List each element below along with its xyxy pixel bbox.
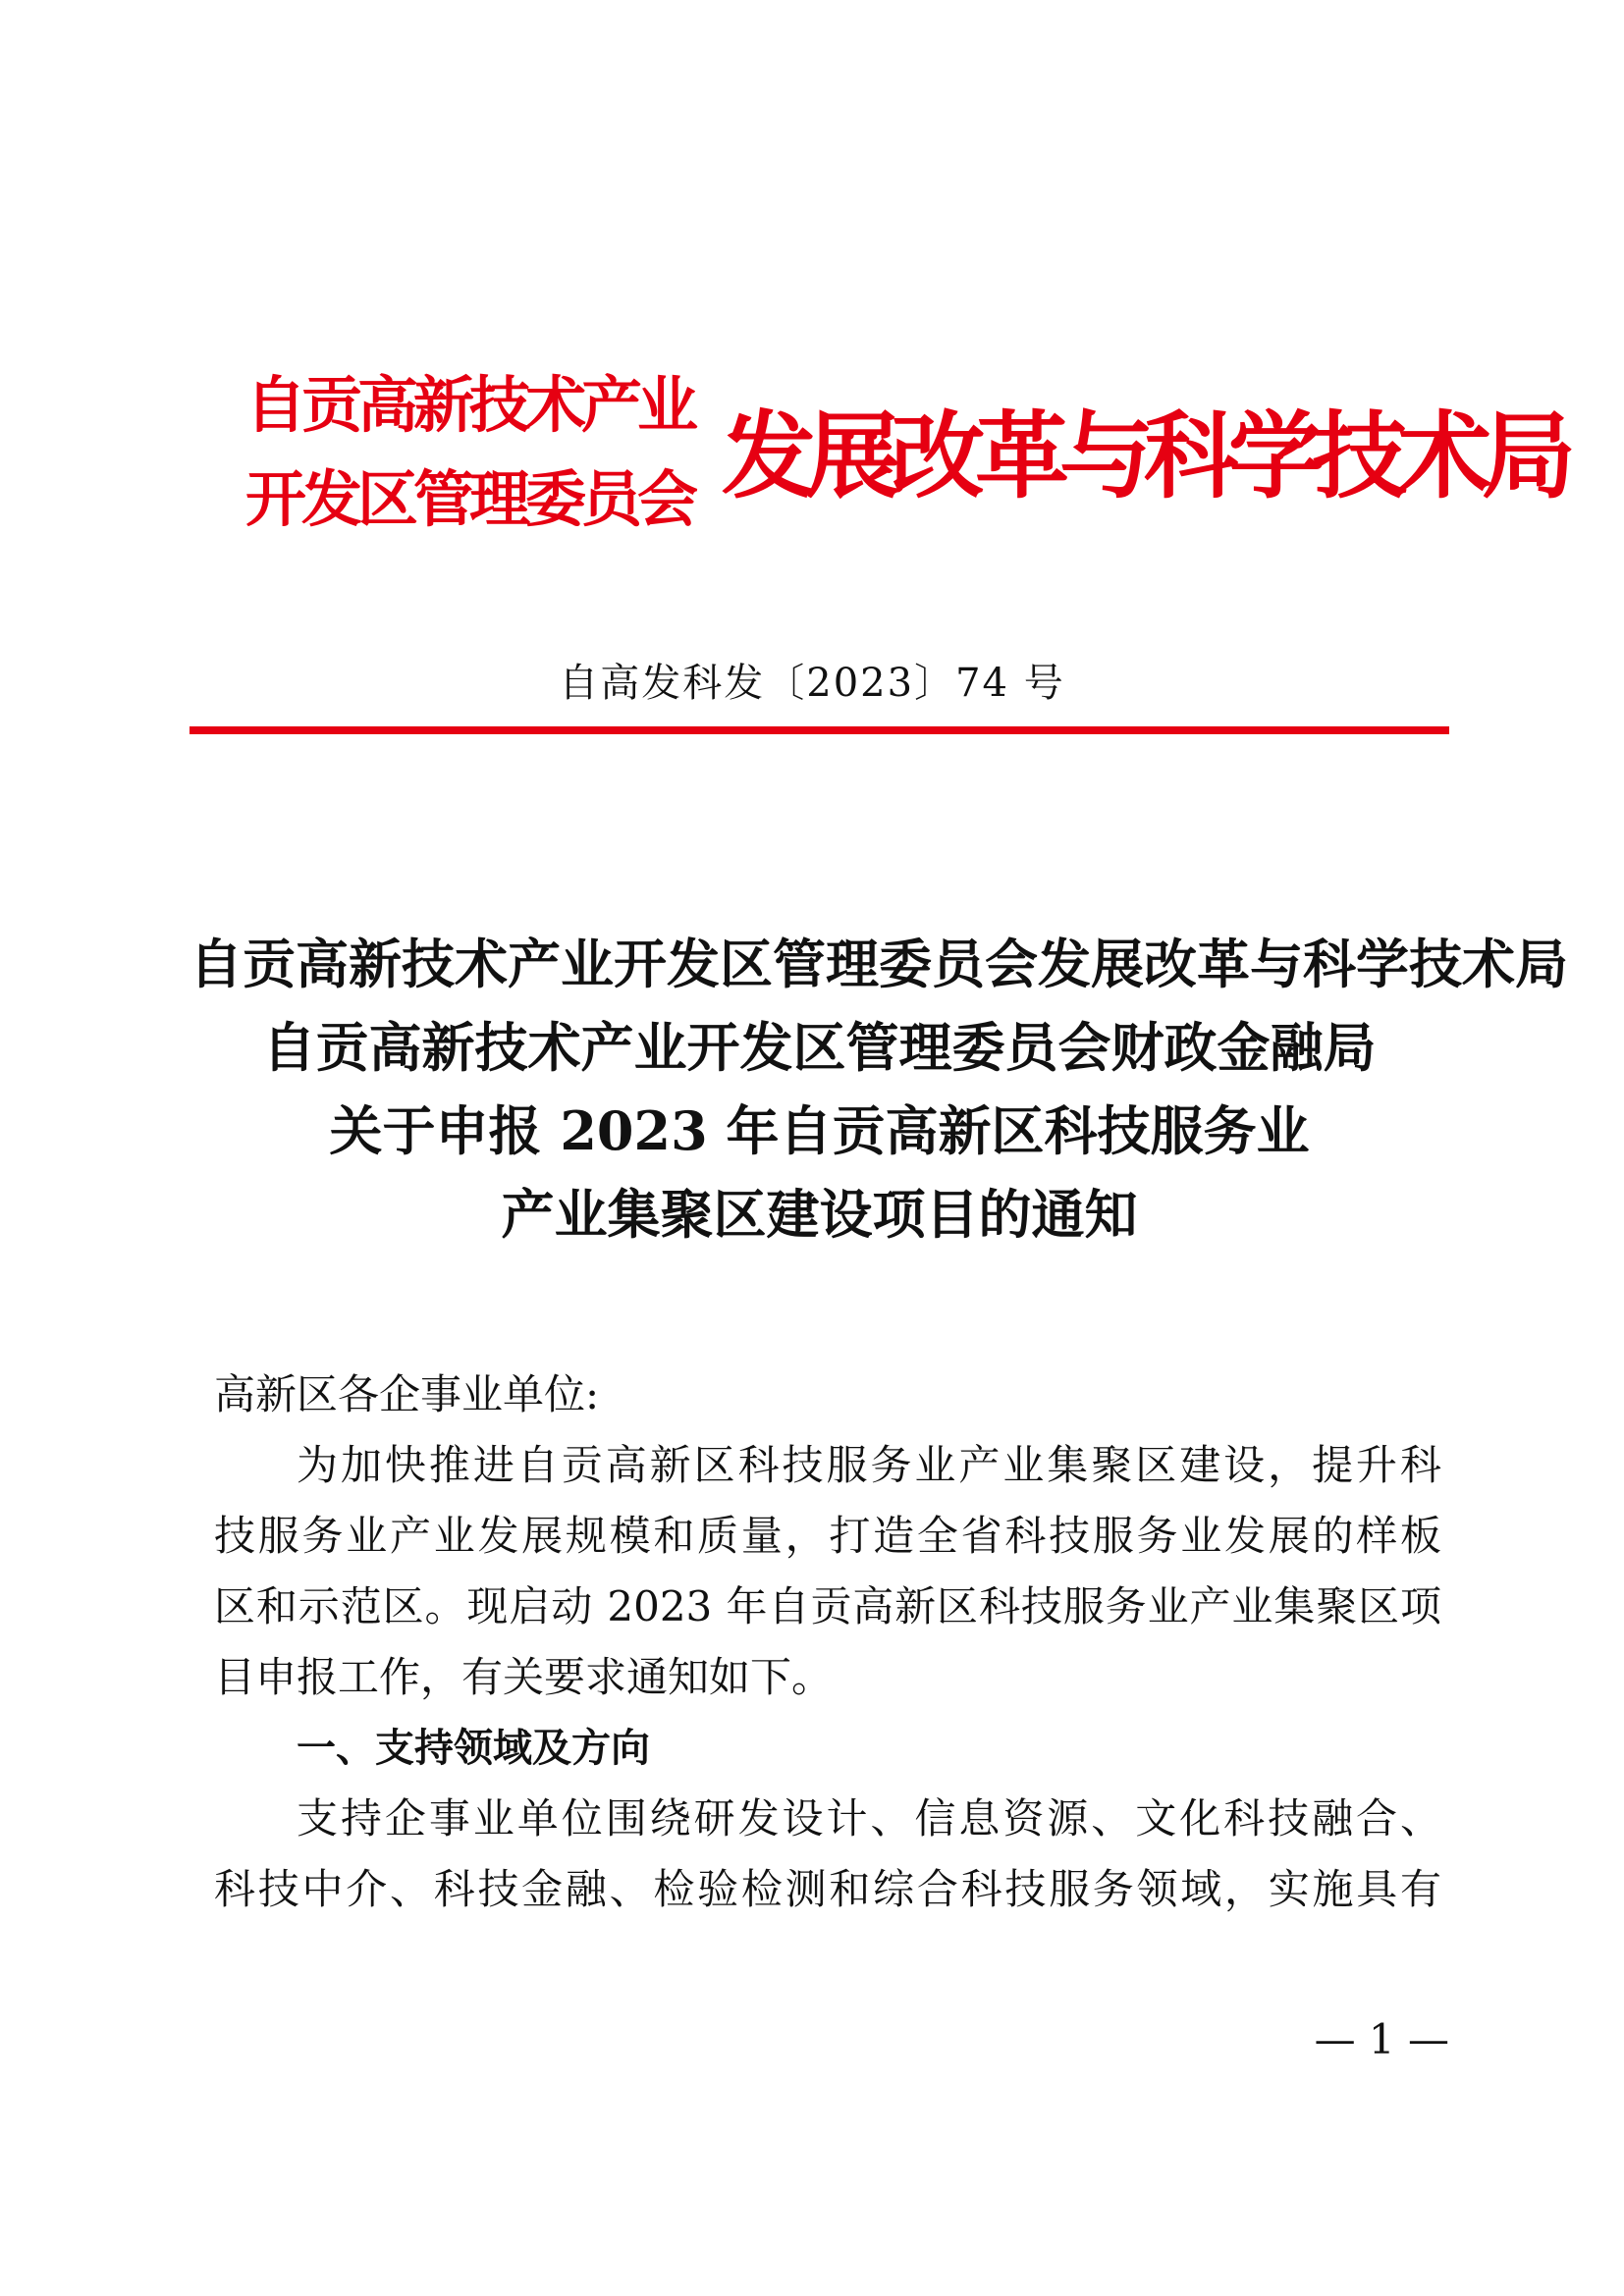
red-divider-line bbox=[189, 726, 1449, 734]
paragraph-line: 科技中介、科技金融、检验检测和综合科技服务领域，实施具有 bbox=[214, 1865, 1441, 1913]
title-line: 自贡高新技术产业开发区管理委员会发展改革与科学技术局 bbox=[189, 933, 1568, 995]
header-bureau-name: 发展改革与科学技术局 bbox=[722, 401, 1566, 511]
paragraph-line: 区和示范区。现启动 2023 年自贡高新区科技服务业产业集聚区项 bbox=[214, 1582, 1441, 1630]
title-line: 自贡高新技术产业开发区管理委员会财政金融局 bbox=[262, 1016, 1377, 1079]
title-line: 产业集聚区建设项目的通知 bbox=[501, 1183, 1138, 1246]
header-org-line: 开发区管理委员会 bbox=[245, 463, 694, 535]
paragraph bbox=[214, 1430, 1441, 1713]
page-number: — 1 — bbox=[1314, 2015, 1449, 2063]
paragraph-line: 技服务业产业发展规模和质量，打造全省科技服务业发展的样板 bbox=[214, 1512, 1441, 1560]
paragraph-line: 为加快推进自贡高新区科技服务业产业集聚区建设，提升科 bbox=[297, 1441, 1441, 1489]
paragraph-line: 目申报工作，有关要求通知如下。 bbox=[214, 1653, 834, 1701]
header-organization bbox=[245, 358, 707, 547]
salutation: 高新区各企事业单位: bbox=[214, 1370, 600, 1418]
title-line: 关于申报 2023 年自贡高新区科技服务业 bbox=[329, 1099, 1310, 1162]
header-org-line: 自贡高新技术产业 bbox=[245, 369, 694, 441]
document-number: 自高发科发〔2023〕74 号 bbox=[559, 661, 1065, 706]
document-title bbox=[189, 923, 1568, 1256]
paragraph bbox=[214, 1784, 1441, 1925]
section-heading: 一、支持领域及方向 bbox=[297, 1726, 650, 1771]
document-body bbox=[214, 1360, 1441, 1925]
paragraph-line: 支持企事业单位围绕研发设计、信息资源、文化科技融合、 bbox=[297, 1794, 1441, 1842]
